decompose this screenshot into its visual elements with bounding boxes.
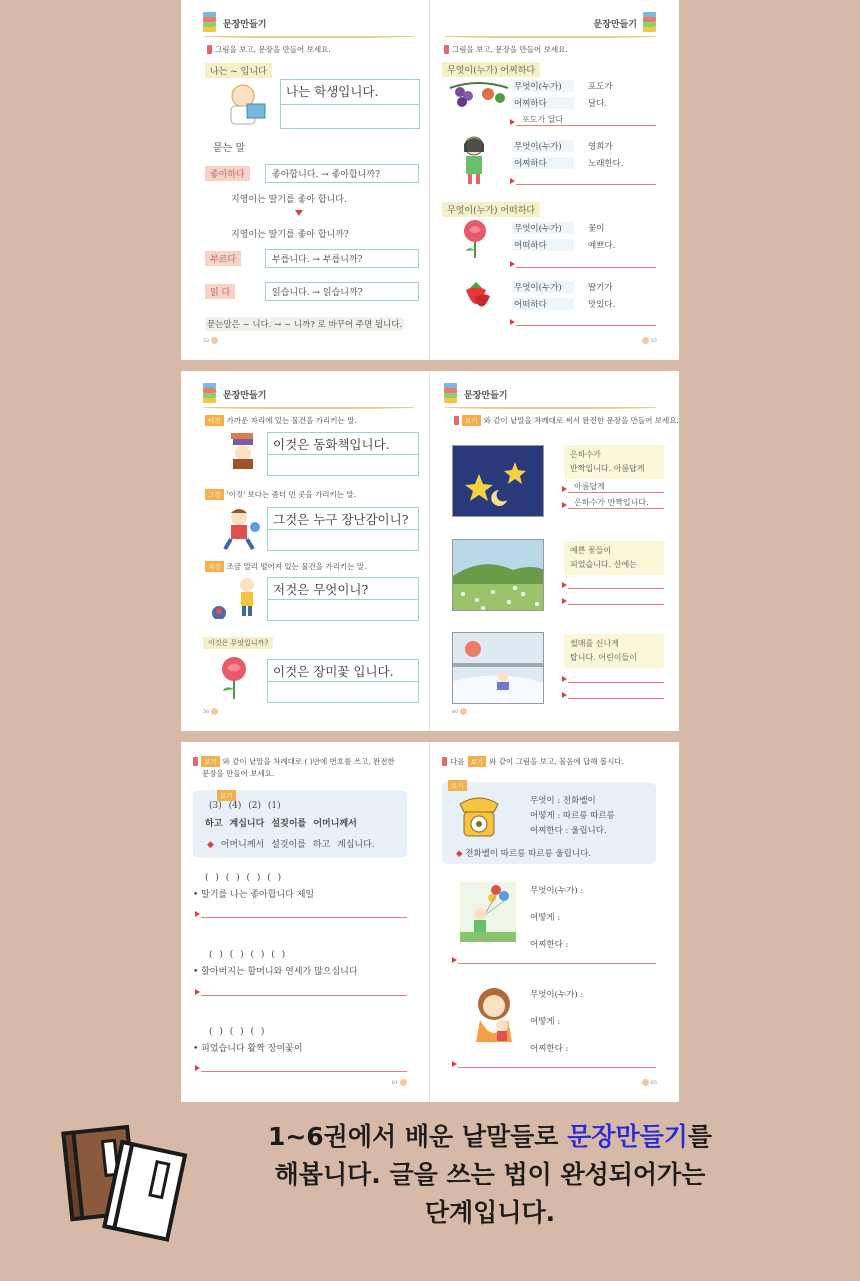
workbook-spread-1 [181,0,679,360]
page-56 [181,371,430,731]
answer-line-2b[interactable] [568,595,664,605]
header-title: 문장만들기 [593,19,637,30]
page-number: 56 [203,708,218,715]
answer-line-4[interactable] [516,316,656,326]
q3-words: • 피었습니다 활짝 장미꽃이 [193,1044,303,1054]
caption-highlight: 문장만들기 [567,1122,688,1151]
q2-answer-line[interactable] [458,1058,656,1068]
instruction [207,44,331,55]
rose-picture [460,218,490,258]
books-icon [203,12,217,34]
caption-line-2: 해봅니다. 글을 쓰는 법이 완성되어가는 [274,1160,706,1189]
word-pair-singing: 무엇이(누가) 영희가 어찌하다 노래한다. [514,142,624,169]
q2-answer-line[interactable] [201,986,407,996]
girl-singing-picture [458,134,490,186]
example-action: 어찌한다 : 울립니다. [530,826,607,836]
student-reading-picture [221,82,271,127]
verb-tag-3: 읽 다 [205,284,235,299]
child-with-books-picture [221,431,267,473]
example-words: 하고 계십니다 설겆이를 어머니께서 [205,819,357,829]
answer-line-1a[interactable]: 아름답게 [568,483,664,493]
q1-how: 어떻게 : [530,913,561,923]
answer-line-1b[interactable]: 은하수가 반짝입니다. [568,499,664,509]
q1-what: 무엇이(누가) : [530,886,584,896]
pencil-icon [442,757,447,766]
q2-action: 어찌한다 : [530,1044,569,1054]
answer-box[interactable] [280,79,420,129]
instruction-text: 그림을 보고, 문장을 만들어 보세요. [452,45,568,54]
answer-box-2[interactable]: 그것은 누구 장난감이니? [267,507,419,551]
answer-box-1[interactable]: 이것은 동화책입니다. [267,432,419,476]
instruction: 다음 보기 와 같이 그림을 보고, 물음에 답해 봅시다. [442,756,624,767]
page-60 [430,371,679,731]
header-underline [203,34,415,38]
instruction [444,44,568,55]
rose-picture [217,655,251,699]
caption-line-1: 1~6권에서 배운 낱말들로 문장만들기를 [267,1122,713,1151]
answer-line-3b[interactable] [568,689,664,699]
books-icon [203,383,217,405]
example-answer: ◆ 어머니께서 설겆이를 하고 계십니다. [207,840,375,850]
page-number: 65 [642,1079,657,1086]
conjugation-box-3: 읽습니다. → 읽습니까? [265,282,419,301]
question-word-label: 묻는 말 [213,143,246,154]
child-with-toy-picture [217,505,263,551]
example-sentence-2: 지영이는 딸기를 좋아 합니까? [231,230,349,240]
answer-box-4[interactable]: 이것은 장미꽃 입니다. [267,659,419,703]
books-icon [444,383,458,405]
page-61 [181,742,430,1102]
word-box-1: 은하수가 반짝입니다. 아름답게 [564,445,664,479]
header-title: 문장만들기 [464,390,508,401]
answer-box-3[interactable]: 저것은 무엇이니? [267,577,419,621]
instruction-text: 그림을 보고, 문장을 만들어 보세요. [215,45,331,54]
grapes-picture [448,80,510,112]
pattern-tag-2: 무엇이(누가) 어떠하다 [442,202,540,217]
word-box-3: 썰매를 신나게 탑니다. 어린이들이 [564,634,664,668]
header-underline [444,34,657,38]
answer-line-2a[interactable] [568,579,664,589]
example-order-numbers: (3) (4) (2) (1) [209,801,281,811]
page-number: 53 [642,337,657,344]
telephone-picture [454,794,504,840]
header-title: 문장만들기 [223,19,267,30]
pencil-icon [454,416,459,425]
q3-answer-line[interactable] [201,1062,407,1072]
answer-text: 나는 학생입니다. [286,84,379,99]
page-header [444,383,657,405]
definition-this: 이것 가까운 자리에 있는 물건을 가리키는 말. [205,415,357,426]
q3-order-blanks[interactable]: ( ) ( ) ( ) [209,1027,265,1037]
strawberry-picture [460,278,492,316]
caption-line-3: 단계입니다. [424,1198,556,1227]
answer-line-3[interactable] [516,258,656,268]
night-stars-picture [452,445,544,517]
page-52 [181,0,430,360]
promo-caption [0,1118,860,1232]
q1-order-blanks[interactable]: ( ) ( ) ( ) ( ) [205,873,282,883]
header-title: 문장만들기 [223,390,267,401]
definition-that-far: 저것 조금 멀리 떨어져 있는 물건을 가리키는 말. [205,561,366,572]
instruction-line-2: 문장을 만들어 보세요. [202,769,275,778]
example-sentence-1: 지영이는 딸기를 좋아 합니다. [231,195,347,205]
answer-line-2[interactable] [516,175,656,185]
pencil-icon [207,45,212,54]
verb-tag-1: 좋아하다 [205,166,250,181]
pencil-icon [193,757,198,766]
page-header [203,383,415,405]
instruction-line-1: 보기 와 같이 낱말을 차례대로 ( )안에 번호를 쓰고, 완전한 [193,756,395,767]
q2-what: 무엇이(누가) : [530,990,584,1000]
workbook-spread-2 [181,371,679,731]
answer-line-3a[interactable] [568,673,664,683]
child-with-balloons-picture [460,882,516,942]
verb-tag-2: 부르다 [205,251,241,266]
page-number: 52 [203,337,218,344]
example-tag: 보기 [448,780,467,791]
pattern-tag: 나는 ~ 입니다 [205,63,272,78]
word-pair-strawberry: 무엇이(누가) 딸기가 어떠하다 맛있다. [514,283,616,310]
mountain-flowers-picture [452,539,544,611]
word-pair-flower: 무엇이(누가) 꽃이 어떠하다 예쁘다. [514,224,616,251]
rule-note: 묻는말은 ~ 니다. → ~ 니까? 로 바꾸어 주면 됩니다. [205,317,404,331]
word-box-2: 예쁜 꽃들이 피었습니다. 산에는 [564,541,664,575]
workbook-spread-3 [181,742,679,1102]
q2-order-blanks[interactable]: ( ) ( ) ( ) ( ) [209,950,286,960]
page-header [203,12,415,34]
conjugation-box-1: 좋아합니다. → 좋아합니까? [265,164,419,183]
page-number: 61 [392,1079,407,1086]
q2-words: • 할아버지는 할머니와 연세가 많으십니다 [193,967,358,977]
page-header [444,12,657,34]
example-tag: 보기 [217,790,236,801]
books-icon [643,12,657,34]
q1-action: 어찌한다 : [530,940,569,950]
header-underline [444,405,657,409]
arrow-down-icon [295,209,303,217]
q1-answer-line[interactable] [201,908,407,918]
pencil-icon [444,45,449,54]
pattern-tag-1: 무엇이(누가) 어찌하다 [442,62,540,77]
definition-that: 그것 '이것' 보다는 좀더 먼 곳을 가리키는 말. [205,489,356,500]
example-answer: ◆ 전화벨이 따르릉 따르릉 울립니다. [456,849,592,859]
instruction: 보기 와 같이 낱말을 차례대로 써서 완전한 문장을 만들어 보세요. [454,415,679,426]
word-pair-grapes: 무엇이(누가) 포도가 어찌하다 달다. [514,82,613,109]
sledding-picture [452,632,544,704]
q1-words: • 딸기를 나는 좋아합니다 제일 [193,890,315,900]
conjugation-box-2: 부릅니다. → 부릅니까? [265,249,419,268]
page-53 [430,0,679,360]
page-65 [430,742,679,1102]
example-what: 무엇이 : 전화벨이 [530,796,596,806]
girl-with-doll-picture [468,986,520,1048]
page-number: 60 [452,708,467,715]
example-how: 어떻게 : 따르릉 따르릉 [530,811,615,821]
q1-answer-line[interactable] [458,954,656,964]
header-underline [203,405,415,409]
answer-line-1[interactable]: 포도가 달다 [516,116,656,126]
q2-how: 어떻게 : [530,1017,561,1027]
child-pointing-picture [207,575,263,619]
question-tag: 이것은 무엇입니까? [203,637,273,649]
